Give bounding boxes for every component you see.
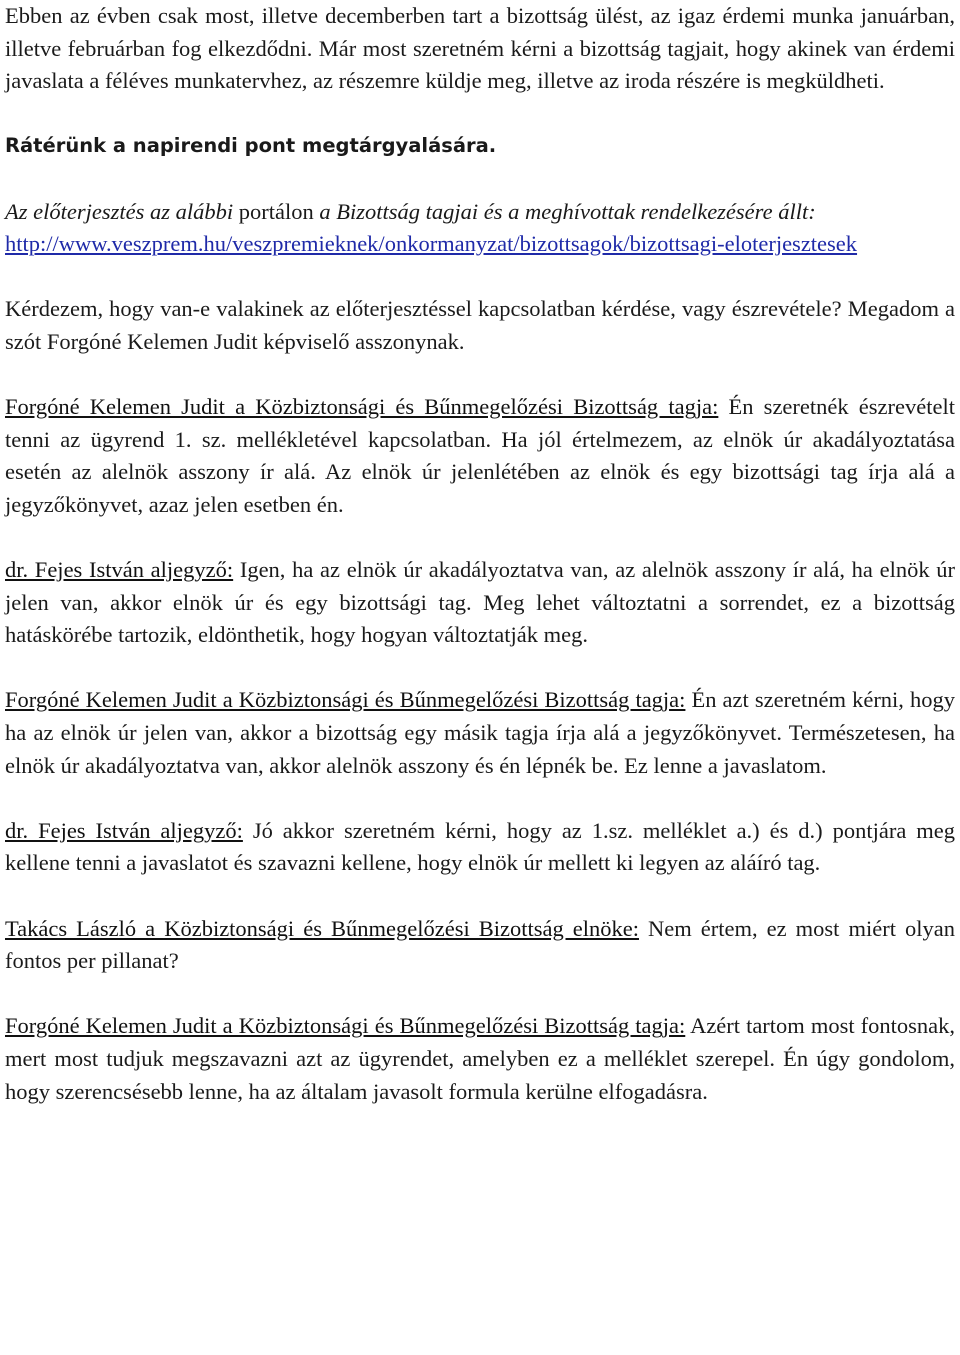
speaker-label: dr. Fejes István aljegyző: (5, 557, 234, 583)
spacer (5, 261, 955, 294)
agenda-heading: Rátérünk a napirendi pont megtárgyalására. (5, 134, 497, 158)
spacer (5, 522, 955, 555)
document-body (5, 0, 955, 1108)
spacer (5, 880, 955, 913)
spacer (5, 978, 955, 1011)
speaker-label: Takács László a Közbiztonsági és Bűnmegelőzési Bizottság elnöke: (5, 915, 639, 941)
paragraph-forgone-3 (5, 1010, 955, 1108)
speaker-label: Forgóné Kelemen Judit a Közbiztonsági és Bűnmegelőzési Bizottság tagja: (5, 687, 686, 713)
speaker-label: Forgóné Kelemen Judit a Közbiztonsági és Bűnmegelőzési Bizottság tagja: (5, 394, 719, 420)
paragraph-takacs (5, 913, 955, 978)
paragraph-forgone-2 (5, 684, 955, 782)
speaker-label: Forgóné Kelemen Judit a Közbiztonsági és Bűnmegelőzési Bizottság tagja: (5, 1013, 686, 1039)
portal-intro-italic: Az előterjesztés az alábbi (5, 198, 234, 224)
speaker-label: dr. Fejes István aljegyző: (5, 817, 243, 843)
spacer (5, 652, 955, 685)
paragraph-question: Kérdezem, hogy van-e valakinek az előterjesztéssel kapcsolatban kérdése, vagy észrevétele? Megadom a szót Forgóné Kelemen Judit képviselő asszonynak. (5, 296, 955, 354)
speech-text: Igen, ha az elnök úr akadályoztatva van, az alelnök asszony ír alá, ha elnök úr jelen van, akkor elnök úr és egy bizottsági tag. Meg lehet változtatni a sorrendet, ez a bizottság hatáskörébe tartozik, eldönthetik, hogy hogyan változtatják meg. (5, 557, 956, 648)
speech-text: Én szeretnék észrevételt tenni az ügyrend 1. sz. mellékletével kapcsolatban. Ha jól értelmezem, az elnök úr akadályoztatása esetén az alelnök asszony ír alá. Az elnök úr jelenlétében az elnök és egy bizottsági tag írja alá a jegyzőkönyvet, azaz jelen esetben én. (5, 394, 955, 517)
spacer (5, 782, 955, 815)
speech-text: Azért tartom most fontosnak, mert most tudjuk megszavazni azt az ügyrendet, amelyben ez a melléklet szerepel. Én úgy gondolom, hogy szerencsésebb lenne, ha az általam javasolt formula kerülne elfogadásra. (5, 1013, 956, 1104)
paragraph-forgone-1 (5, 391, 955, 521)
speech-text: Én azt szeretném kérni, hogy ha az elnök úr jelen van, akkor a bizottság egy másik tagja írja alá a jegyzőkönyvet. Természetesen, ha elnök úr akadályoztatva van, akkor alelnök asszony és én lépnék be. Ez lenne a javaslatom. (5, 687, 955, 778)
spacer (5, 163, 955, 196)
paragraph-fejes-1 (5, 554, 955, 652)
paragraph-portal (5, 196, 955, 261)
spacer (5, 98, 955, 131)
speech-text: Jó akkor szeretném kérni, hogy az 1.sz. melléklet a.) és d.) pontjára meg kellene tenni a javaslatot és szavazni kellene, hogy elnök úr mellett ki legyen az aláíró tag. (5, 817, 955, 876)
paragraph-fejes-2 (5, 815, 955, 880)
paragraph-intro: Ebben az évben csak most, illetve decemberben tart a bizottság ülést, az igaz érdemi munka januárban, illetve februárban fog elkezdődni. Már most szeretném kérni a bizottság tagjait, hogy akinek van érdemi javaslata a féléves munkatervhez, az részemre küldje meg, illetve az iroda részére is megküldheti. (5, 3, 955, 94)
spacer (5, 359, 955, 392)
portal-availability-italic: a Bizottság tagjai és a meghívottak rendelkezésére állt: (319, 198, 816, 224)
eloterjesztesek-link[interactable]: http://www.veszprem.hu/veszpremieknek/onkormanyzat/bizottsagok/bizottsagi-eloterjesztesek (5, 231, 858, 257)
portal-word: portálon (233, 198, 320, 224)
speech-text: Nem értem, ez most miért olyan fontos per pillanat? (5, 915, 955, 974)
